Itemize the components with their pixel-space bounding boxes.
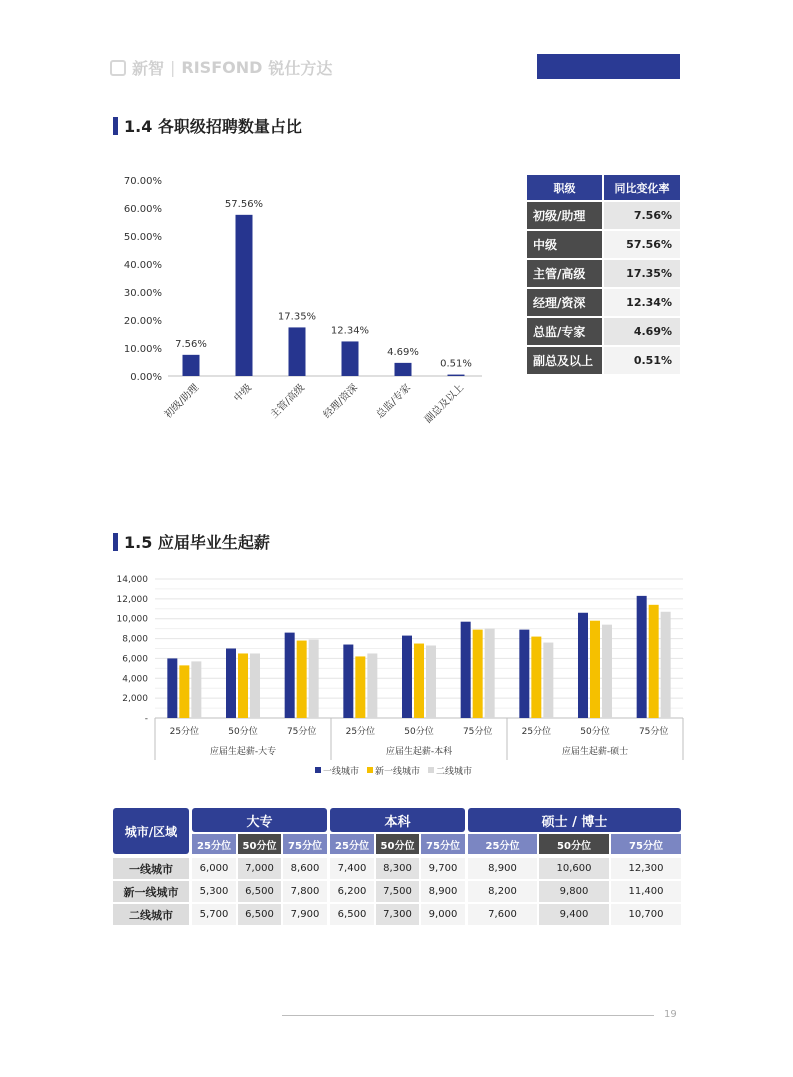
cell: 7,500 <box>376 881 419 902</box>
table-row <box>527 289 680 316</box>
data-label: 17.35% <box>277 311 317 323</box>
group-label: 应届生起薪-大专 <box>209 747 277 757</box>
group-label: 应届生起薪-硕士 <box>561 747 629 757</box>
table-row <box>527 318 680 345</box>
bar <box>179 665 189 718</box>
table-row <box>527 347 680 374</box>
row-label: 副总及以上 <box>527 347 602 374</box>
y-tick-label: 20.00% <box>123 316 162 327</box>
bar <box>531 637 541 718</box>
cell: 7,600 <box>468 904 537 925</box>
bar <box>602 625 612 718</box>
cell: 8,900 <box>421 881 465 902</box>
y-tick-label: 50.00% <box>123 232 162 243</box>
section-title-1 <box>113 114 302 137</box>
x-tick-label: 中级 <box>232 382 255 405</box>
cell: 6,500 <box>330 904 374 925</box>
row-label-tier1: 一线城市 <box>113 858 189 879</box>
subheader-p25: 25分位 <box>192 834 236 854</box>
page-number: 19 <box>664 1009 677 1020</box>
cell: 6,200 <box>330 881 374 902</box>
x-tick-label: 50分位 <box>580 727 610 737</box>
subheader-p25: 25分位 <box>468 834 537 854</box>
x-tick-label: 25分位 <box>169 727 200 737</box>
row-value: 12.34% <box>604 289 680 316</box>
cell: 9,400 <box>539 904 609 925</box>
y-tick-label: 10.00% <box>123 344 162 355</box>
x-tick-label: 25分位 <box>345 727 376 737</box>
y-tick-label: 60.00% <box>123 204 162 215</box>
row-label: 总监/专家 <box>527 318 602 345</box>
table-row <box>527 231 680 258</box>
cell: 9,700 <box>421 858 465 879</box>
data-label: 7.56% <box>175 338 207 350</box>
cell: 6,500 <box>238 904 281 925</box>
bar <box>289 327 306 376</box>
subheader-p75: 75分位 <box>283 834 327 854</box>
row-label: 主管/高级 <box>527 260 602 287</box>
bar <box>250 653 260 718</box>
bar <box>343 645 353 718</box>
bar <box>448 375 465 376</box>
row-label: 中级 <box>527 231 602 258</box>
cell: 9,800 <box>539 881 609 902</box>
x-tick-label: 副总及以上 <box>422 382 467 426</box>
row-value: 0.51% <box>604 347 680 374</box>
y-tick-label: 10,000 <box>116 614 148 625</box>
y-tick-label: 70.00% <box>123 176 162 187</box>
row-label-tier2: 二线城市 <box>113 904 189 925</box>
cell: 10,700 <box>611 904 681 925</box>
y-tick-label: 0.00% <box>130 372 162 383</box>
cell: 10,600 <box>539 858 609 879</box>
row-value: 17.35% <box>604 260 680 287</box>
table-row <box>527 202 680 229</box>
cell: 12,300 <box>611 858 681 879</box>
x-tick-label: 50分位 <box>228 727 258 737</box>
logo-separator: | <box>170 58 176 77</box>
x-tick-label: 主管/高级 <box>268 382 308 421</box>
legend-swatch <box>367 767 373 773</box>
group-header-master-phd: 硕士 / 博士 <box>468 808 681 832</box>
cell: 7,400 <box>330 858 374 879</box>
footer-divider <box>282 1015 654 1016</box>
y-tick-label: 6,000 <box>122 654 148 665</box>
cell: 8,900 <box>468 858 537 879</box>
cell: 6,500 <box>238 881 281 902</box>
cell: 7,000 <box>238 858 281 879</box>
bar <box>402 636 412 718</box>
bar <box>578 613 588 718</box>
legend-label: 新一线城市 <box>375 767 421 777</box>
legend-label: 二线城市 <box>436 767 473 777</box>
row-value: 57.56% <box>604 231 680 258</box>
row-value: 7.56% <box>604 202 680 229</box>
header-cell-change: 同比变化率 <box>604 175 680 200</box>
subheader-p50: 50分位 <box>238 834 281 854</box>
bar <box>473 630 483 718</box>
subheader-p25: 25分位 <box>330 834 374 854</box>
group-header-dazhuan: 大专 <box>192 808 327 832</box>
cell: 5,300 <box>192 881 236 902</box>
cell: 8,600 <box>283 858 327 879</box>
header-cell-level: 职级 <box>527 175 602 200</box>
title-bar-marker <box>113 117 118 135</box>
subheader-p75: 75分位 <box>421 834 465 854</box>
bar <box>238 653 248 718</box>
bar <box>414 644 424 718</box>
brand-logo <box>110 56 332 79</box>
legend-swatch <box>315 767 321 773</box>
row-value: 4.69% <box>604 318 680 345</box>
data-label: 12.34% <box>330 325 370 337</box>
row-label: 经理/资深 <box>527 289 602 316</box>
data-label: 4.69% <box>387 346 419 358</box>
y-tick-label: 14,000 <box>116 575 148 585</box>
legend-swatch <box>428 767 434 773</box>
subheader-p75: 75分位 <box>611 834 681 854</box>
subheader-p50: 50分位 <box>376 834 419 854</box>
bar <box>355 656 365 718</box>
bar <box>519 630 529 718</box>
table-row <box>527 260 680 287</box>
x-tick-label: 初级/助理 <box>162 382 202 421</box>
job-level-table-header <box>527 175 680 200</box>
bar <box>637 596 647 718</box>
cell: 6,000 <box>192 858 236 879</box>
cell: 11,400 <box>611 881 681 902</box>
logo-brand: RISFOND <box>181 58 263 77</box>
logo-mark-icon <box>110 60 126 76</box>
bar <box>543 643 553 718</box>
bar <box>342 341 359 376</box>
bar <box>226 649 236 719</box>
cell: 7,900 <box>283 904 327 925</box>
group-header-benke: 本科 <box>330 808 465 832</box>
logo-text-cn: 新智 <box>132 59 165 78</box>
x-tick-label: 总监/专家 <box>374 382 414 421</box>
y-tick-label: - <box>144 714 148 724</box>
header-accent-bar <box>537 54 680 79</box>
y-tick-label: 12,000 <box>116 594 148 605</box>
y-tick-label: 2,000 <box>122 694 148 705</box>
cell: 9,000 <box>421 904 465 925</box>
x-tick-label: 75分位 <box>286 727 317 737</box>
bar <box>426 646 436 718</box>
corner-header: 城市/区域 <box>113 808 189 854</box>
title-bar-marker <box>113 533 118 551</box>
cell: 8,200 <box>468 881 537 902</box>
bar <box>236 215 253 376</box>
bar <box>461 622 471 718</box>
x-tick-label: 经理/资深 <box>321 382 361 421</box>
cell: 8,300 <box>376 858 419 879</box>
job-level-bar-chart <box>110 170 510 460</box>
y-tick-label: 40.00% <box>123 260 162 271</box>
row-label-new-tier1: 新一线城市 <box>113 881 189 902</box>
bar <box>183 355 200 376</box>
data-label: 0.51% <box>440 358 472 370</box>
x-tick-label: 75分位 <box>638 727 669 737</box>
bar <box>485 629 495 718</box>
y-tick-label: 4,000 <box>122 674 148 685</box>
data-label: 57.56% <box>224 198 264 210</box>
subheader-p50: 50分位 <box>539 834 609 854</box>
logo-brand-cn: 锐仕方达 <box>268 59 333 78</box>
bar <box>309 640 319 718</box>
x-tick-label: 25分位 <box>521 727 552 737</box>
cell: 5,700 <box>192 904 236 925</box>
cell: 7,800 <box>283 881 327 902</box>
starting-salary-bar-chart <box>110 572 685 787</box>
bar <box>367 653 377 718</box>
bar <box>590 621 600 718</box>
starting-salary-table <box>113 808 681 928</box>
bar <box>285 633 295 718</box>
bar <box>191 661 201 718</box>
bar <box>661 612 671 718</box>
section-title-2 <box>113 530 270 553</box>
bar <box>649 605 659 718</box>
x-tick-label: 50分位 <box>404 727 434 737</box>
bar <box>395 363 412 376</box>
section-title-2-text: 1.5 应届毕业生起薪 <box>124 533 270 552</box>
y-tick-label: 8,000 <box>122 634 148 645</box>
group-label: 应届生起薪-本科 <box>385 747 453 757</box>
x-tick-label: 75分位 <box>462 727 493 737</box>
y-tick-label: 30.00% <box>123 288 162 299</box>
section-title-1-text: 1.4 各职级招聘数量占比 <box>124 117 302 136</box>
legend-label: 一线城市 <box>323 767 360 777</box>
row-label: 初级/助理 <box>527 202 602 229</box>
bar <box>297 641 307 718</box>
bar <box>167 658 177 718</box>
job-level-table <box>527 175 680 374</box>
cell: 7,300 <box>376 904 419 925</box>
